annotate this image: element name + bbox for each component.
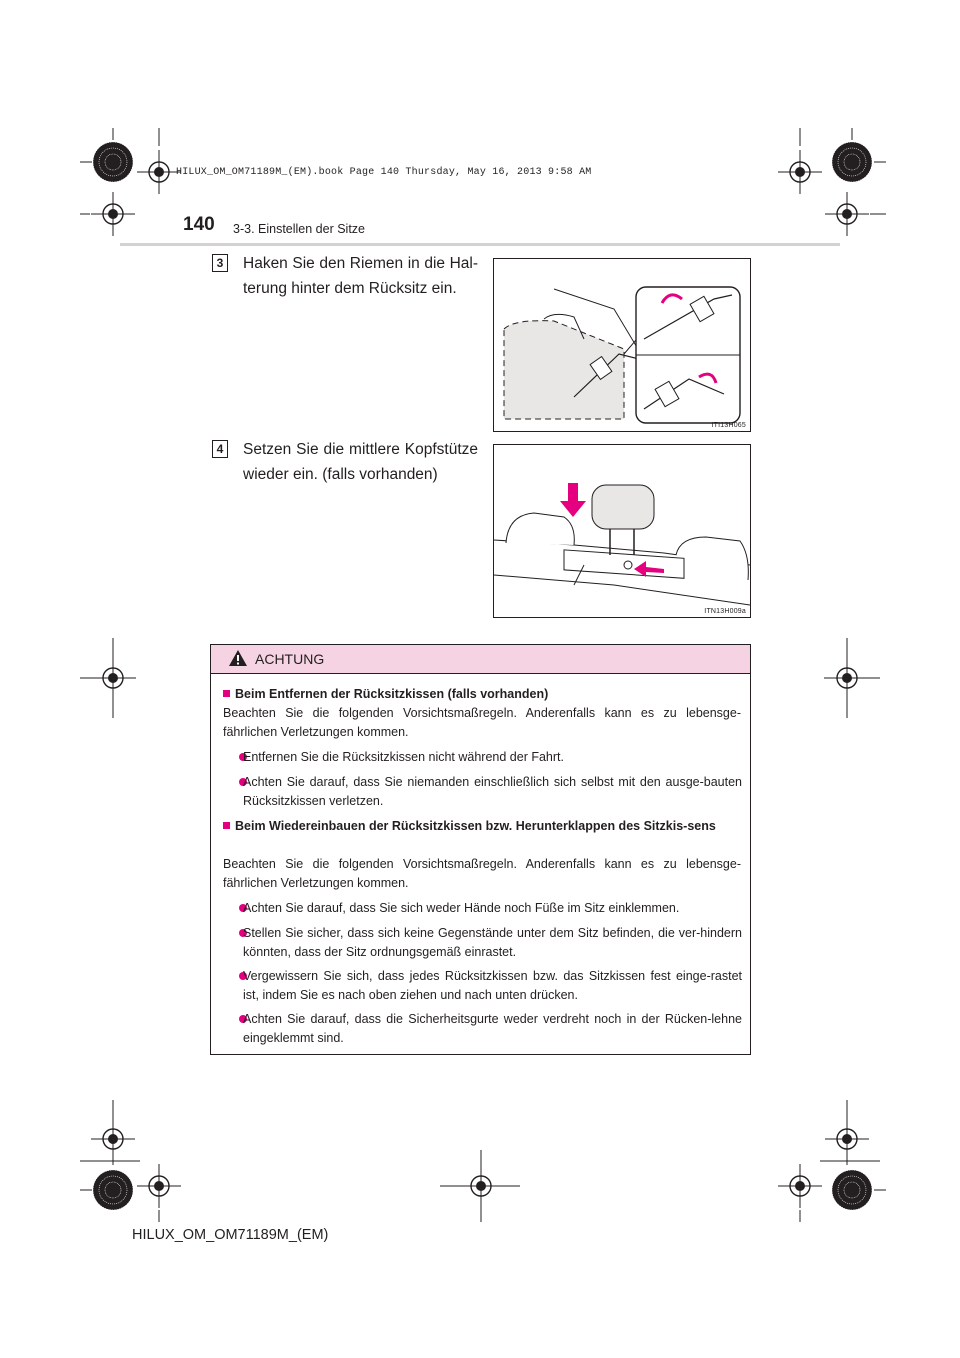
warning-bullet-1-2: Achten Sie darauf, dass Sie niemanden einschließlich sich selbst mit den ausge-bauten Rücksitzkissen verletzen. — [225, 773, 742, 811]
step-text-3: Haken Sie den Riemen in die Hal-terung hinter dem Rücksitz ein. — [243, 255, 478, 297]
figure-code: ITI13H065 — [711, 422, 746, 429]
warning-intro-1: Beachten Sie die folgenden Vorsichtsmaßregeln. Anderenfalls kann es zu lebensge-fährlichen Verletzungen kommen. — [223, 706, 741, 739]
figure-code: ITN13H009a — [704, 608, 746, 615]
figure-strap-hook — [493, 258, 751, 432]
figure-headrest — [493, 444, 751, 618]
warning-header — [211, 645, 750, 674]
warning-bullet-2-1: Achten Sie darauf, dass Sie sich weder Hände noch Füße im Sitz einklemmen. — [225, 899, 742, 918]
footer-model-code: HILUX_OM_OM71189M_(EM) — [132, 1227, 329, 1243]
warning-bullet-1-1: Entfernen Sie die Rücksitzkissen nicht während der Fahrt. — [225, 748, 742, 767]
warning-bullet-2-3: Vergewissern Sie sich, dass jedes Rücksitzkissen bzw. das Sitzkissen fest einge-rastet ist, indem Sie es nach oben ziehen und nach unten drücken. — [225, 967, 742, 1005]
page-number: 140 — [183, 214, 215, 235]
step-number-3: 3 — [212, 254, 228, 272]
section-title: 3-3. Einstellen der Sitze — [233, 222, 366, 236]
step-number-4: 4 — [212, 440, 228, 458]
warning-bullet-2-2: Stellen Sie sicher, dass sich keine Gegenstände unter dem Sitz befinden, die ver-hindern könnten, dass der Sitz ordnungsgemäß einrastet. — [225, 924, 742, 962]
square-bullet-icon — [223, 690, 230, 697]
step-text-4: Setzen Sie die mittlere Kopfstütze wieder ein. (falls vorhanden) — [243, 441, 478, 483]
warning-title: ACHTUNG — [255, 651, 325, 667]
warning-intro-2: Beachten Sie die folgenden Vorsichtsmaßregeln. Anderenfalls kann es zu lebensge-fährlichen Verletzungen kommen. — [223, 857, 741, 890]
book-info-line: HILUX_OM_OM71189M_(EM).book Page 140 Thursday, May 16, 2013 9:58 AM — [176, 167, 592, 178]
square-bullet-icon — [223, 822, 230, 829]
warning-triangle-icon — [228, 649, 248, 667]
warning-heading-1: Beim Entfernen der Rücksitzkissen (falls vorhanden) — [223, 685, 742, 704]
headrest-illustration — [494, 445, 750, 617]
warning-bullet-2-4: Achten Sie darauf, dass die Sicherheitsgurte weder verdreht noch in der Rücken-lehne eingeklemmt sind. — [225, 1010, 742, 1048]
header-rule — [120, 243, 840, 246]
warning-box — [210, 644, 751, 1055]
strap-hook-illustration — [494, 259, 750, 431]
warning-heading-2: Beim Wiedereinbauen der Rücksitzkissen bzw. Herunterklappen des Sitzkis-sens — [223, 817, 741, 836]
